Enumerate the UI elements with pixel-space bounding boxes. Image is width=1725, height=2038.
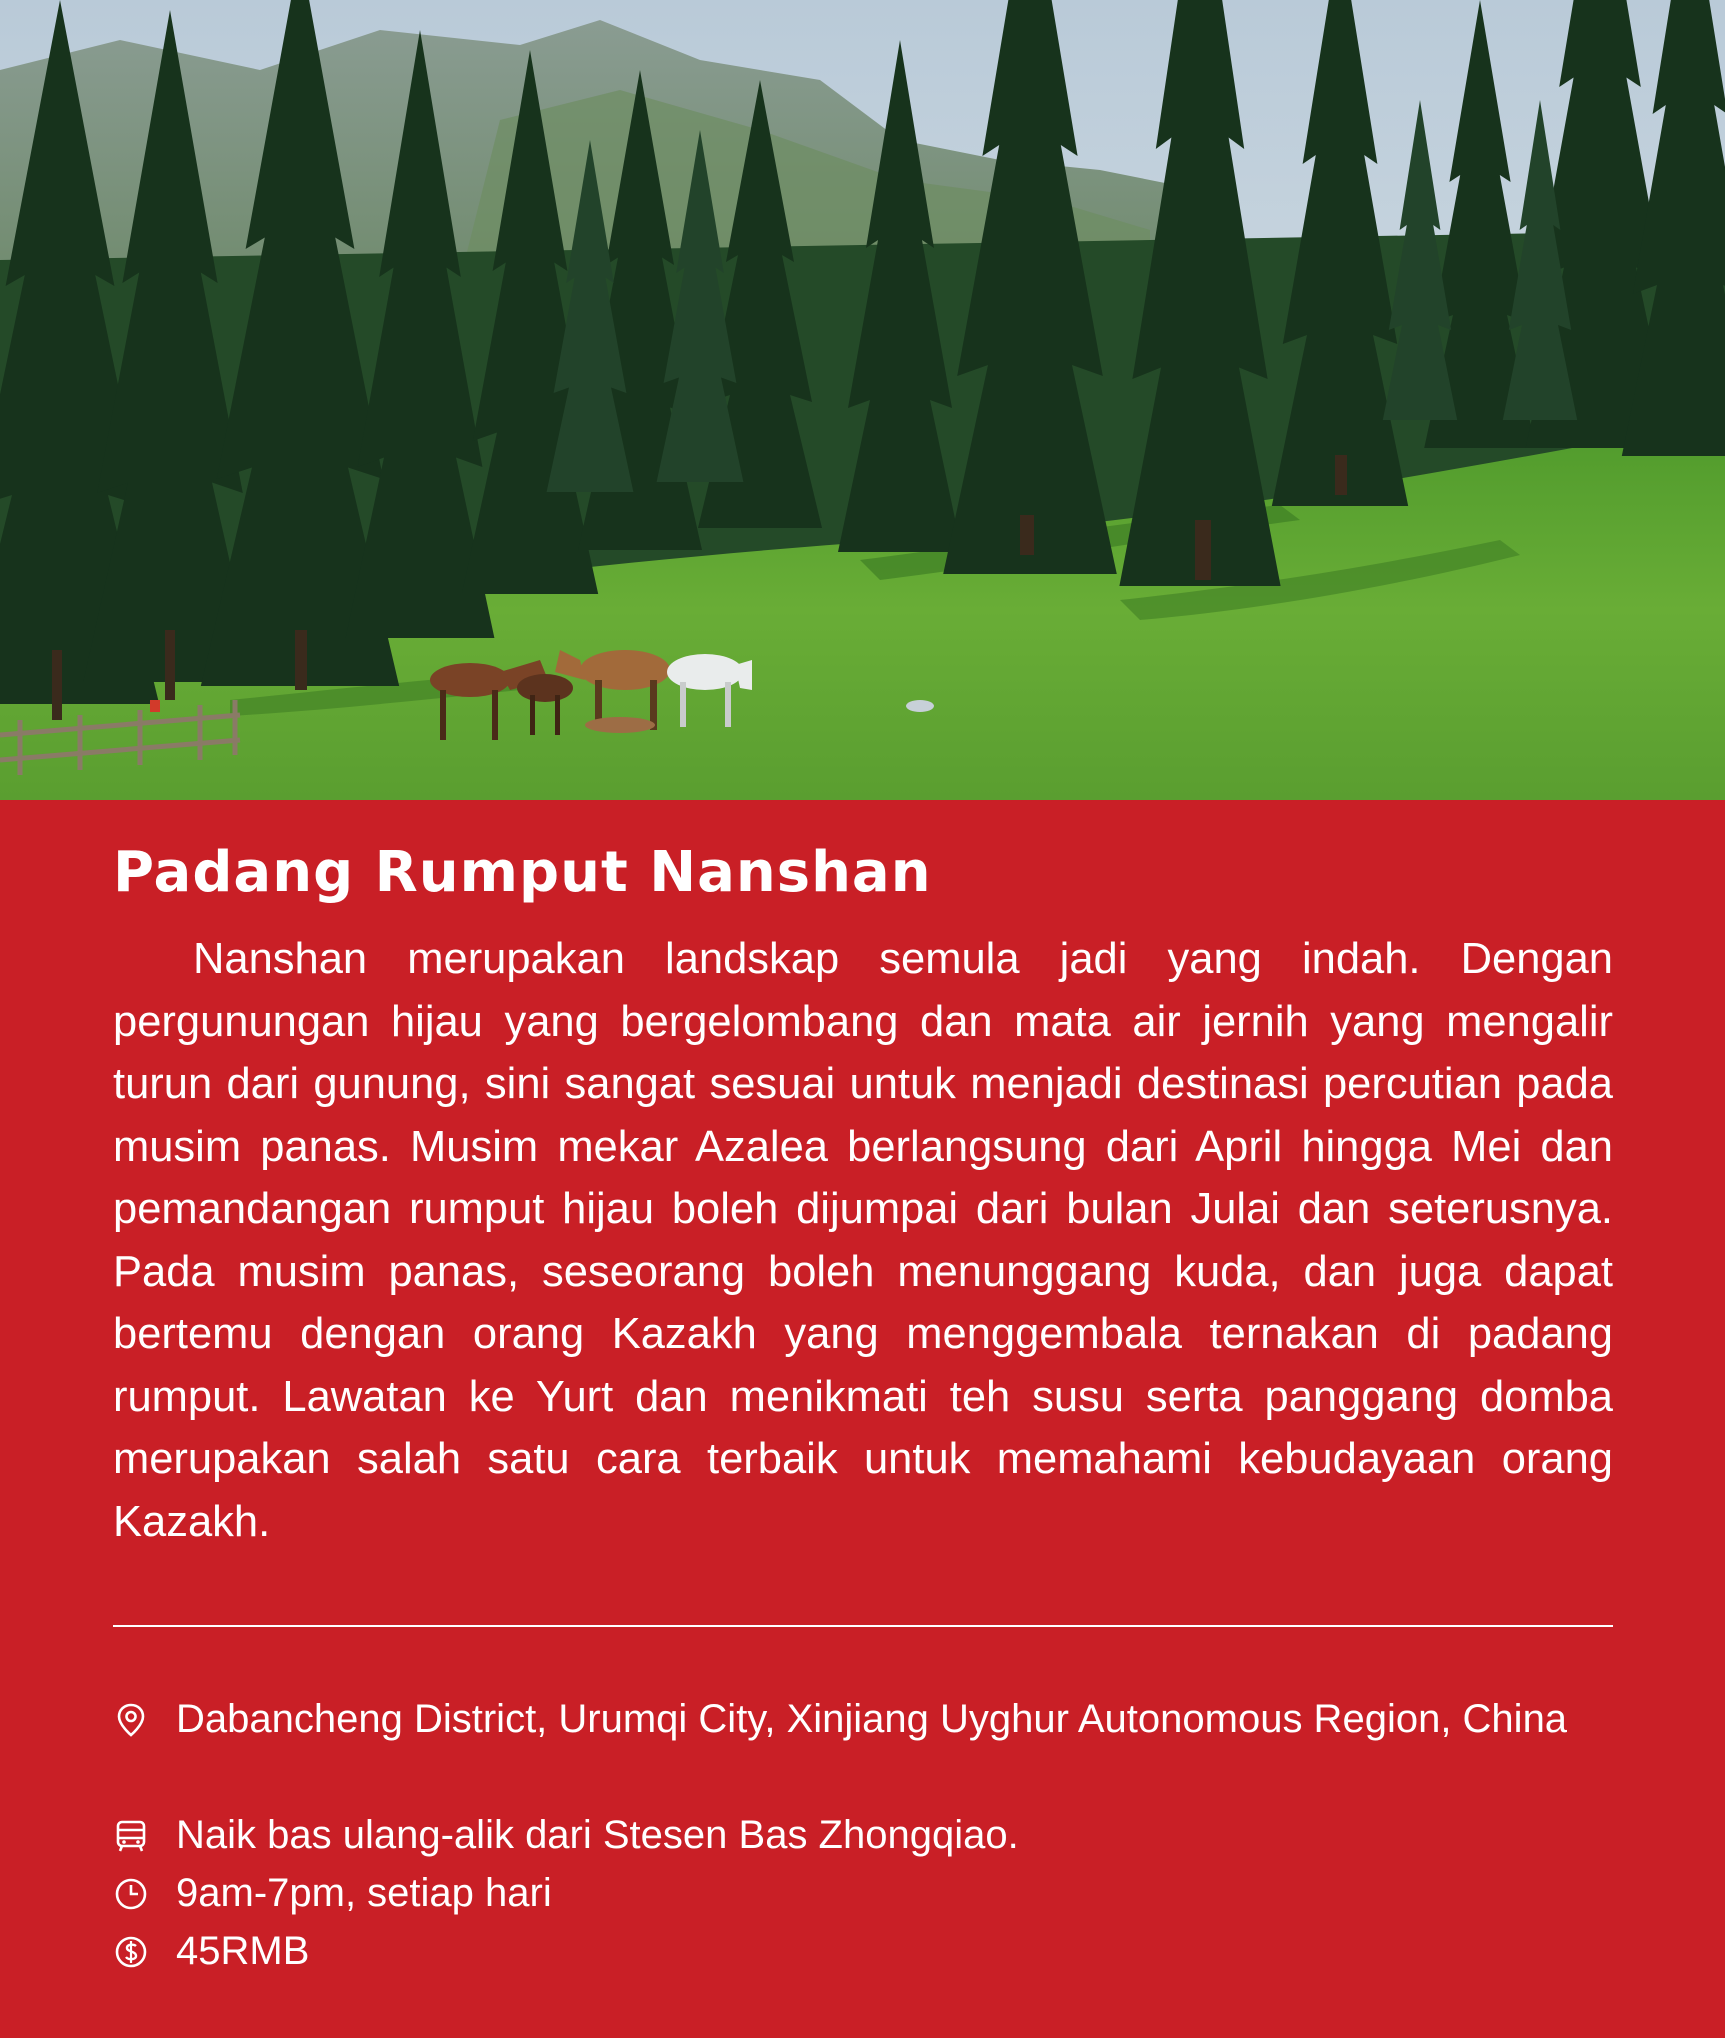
bus-icon	[113, 1818, 149, 1854]
hours-text: 9am-7pm, setiap hari	[176, 1871, 552, 1915]
price-text: 45RMB	[176, 1929, 310, 1973]
address-row	[113, 1690, 1613, 1749]
hours-row	[113, 1864, 1613, 1923]
hero-photo	[0, 0, 1725, 800]
transport-row	[113, 1806, 1613, 1865]
clock-icon	[113, 1876, 149, 1912]
info-panel	[0, 800, 1725, 2038]
meadow-photo-illustration	[0, 0, 1725, 800]
page-title: Padang Rumput Nanshan	[113, 840, 932, 905]
description-paragraph: Nanshan merupakan landskap semula jadi yang indah. Dengan pergunungan hijau yang bergelombang dan mata air jernih yang mengalir turun dari gunung, sini sangat sesuai untuk menjadi destinasi percutian pada musim panas. Musim mekar Azalea berlangsung dari April hingga Mei dan pemandangan rumput hijau boleh dijumpai dari bulan Julai dan seterusnya. Pada musim panas, seseorang boleh menunggang kuda, dan juga dapat bertemu dengan orang Kazakh yang menggembala ternakan di padang rumput. Lawatan ke Yurt dan menikmati teh susu serta panggang domba merupakan salah satu cara terbaik untuk memahami kebudayaan orang Kazakh.	[113, 935, 1613, 1546]
price-row	[113, 1922, 1613, 1981]
transport-text: Naik bas ulang-alik dari Stesen Bas Zhongqiao.	[176, 1813, 1019, 1857]
divider	[113, 1625, 1613, 1627]
location-pin-icon	[113, 1702, 149, 1738]
dollar-icon	[113, 1934, 149, 1970]
address-text: Dabancheng District, Urumqi City, Xinjiang Uyghur Autonomous Region, China	[176, 1697, 1568, 1741]
